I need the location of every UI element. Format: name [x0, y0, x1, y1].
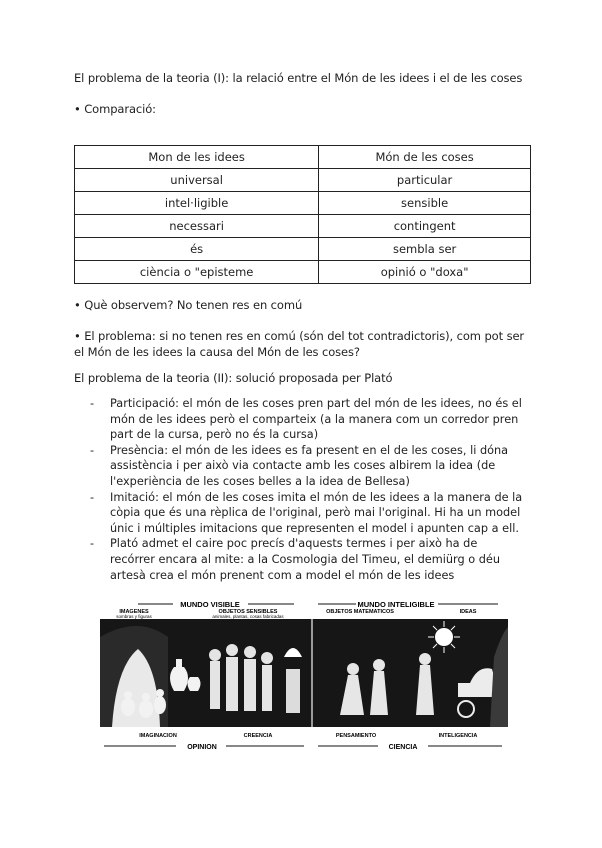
- observation-text: • Què observem? No tenen res en comú: [74, 298, 303, 312]
- list-item-line: l'experiència de les coses belles a la idea de Bellesa): [110, 474, 410, 488]
- dash-marker: -: [90, 443, 95, 457]
- label-mundo-inteligible: MUNDO INTELIGIBLE: [357, 600, 435, 609]
- table-row: [75, 169, 531, 192]
- list-item-presencia: [90, 443, 535, 490]
- label-objetos-matematicos: OBJETOS MATEMATICOS: [326, 609, 394, 615]
- table-cell: sembla ser: [319, 238, 531, 261]
- table-cell: intel·ligible: [75, 192, 319, 215]
- list-item-line: Participació: el món de les coses pren part del món de les idees, no és el: [110, 397, 522, 410]
- table-row: [75, 215, 531, 238]
- label-imaginacion: IMAGINACION: [139, 733, 177, 739]
- list-item-line: artesà crea el món prenent com a model el món de les idees: [110, 568, 455, 582]
- label-inteligencia: INTELIGENCIA: [438, 733, 478, 739]
- table-cell: contingent: [319, 215, 531, 238]
- label-objetos-sensibles-sub: animales, plantas, cosas fabricadas: [212, 614, 284, 619]
- table-header-row: [75, 146, 531, 169]
- label-opinion: OPINION: [187, 744, 217, 751]
- list-item-line: Imitació: el món de les coses imita el món de les idees a la manera de la: [110, 490, 523, 504]
- list-item-imitacio: [90, 490, 535, 537]
- label-ideas: IDEAS: [459, 609, 477, 615]
- list-item-plato-myth: [90, 536, 535, 583]
- list-item-line: món de les idees però el comparteix (a la manera com un corredor pren: [110, 412, 519, 426]
- label-creencia: CREENCIA: [243, 733, 273, 739]
- heading-theory-1: El problema de la teoria (I): la relació entre el Món de les idees i el de les coses: [74, 71, 523, 85]
- label-ciencia: CIENCIA: [388, 744, 418, 751]
- table-cell: universal: [75, 169, 319, 192]
- list-item-line: assistència i per això via contacte amb les coses albirem la idea (de: [110, 459, 496, 473]
- column-header-things: Món de les coses: [319, 146, 531, 169]
- label-pensamiento: PENSAMIENTO: [335, 733, 377, 739]
- dash-marker: -: [90, 537, 95, 551]
- table-cell: sensible: [319, 192, 531, 215]
- table-row: [75, 261, 531, 284]
- table-row: [75, 238, 531, 261]
- dash-marker: -: [90, 397, 95, 410]
- table-cell: necessari: [75, 215, 319, 238]
- list-item-line: còpia que és una rèplica de l'original, però mai l'original. Hi ha un model: [110, 506, 521, 520]
- list-item-line: part de la cursa, però no és la cursa): [110, 428, 319, 442]
- table-cell: opinió o "doxa": [319, 261, 531, 284]
- list-item-line: únic i múltiples imitacions que representen el model i apunten cap a ell.: [110, 521, 519, 535]
- label-objetos-sensibles: OBJETOS SENSIBLES: [218, 609, 278, 615]
- table-cell: particular: [319, 169, 531, 192]
- problem-line-2: el Món de les idees la causa del Món de les coses?: [74, 345, 360, 359]
- list-item-line: Plató admet el caire poc precís d'aquests termes i per això ha de: [110, 537, 478, 551]
- table-cell: ciència o "episteme: [75, 261, 319, 284]
- column-header-ideas: Mon de les idees: [75, 146, 319, 169]
- list-item-line: Presència: el món de les idees es fa present en el de les coses, li dóna: [110, 443, 509, 457]
- list-item-line: recórrer encara al mite: a la Cosmologia del Timeu, el demiürg o déu: [110, 552, 501, 566]
- table-row: [75, 192, 531, 215]
- heading-theory-2: El problema de la teoria (II): solució proposada per Plató: [74, 371, 393, 385]
- divided-line-illustration: [98, 597, 510, 759]
- comparison-label: • Comparació:: [74, 102, 156, 116]
- list-item-participacio: [90, 396, 535, 443]
- problem-line-1: • El problema: si no tenen res en comú (són del tot contradictoris), com pot ser: [74, 329, 525, 343]
- label-mundo-visible: MUNDO VISIBLE: [180, 600, 240, 609]
- dash-marker: -: [90, 490, 95, 504]
- label-imagenes: IMAGENES: [119, 609, 149, 615]
- comparison-table: [74, 145, 531, 284]
- table-cell: és: [75, 238, 319, 261]
- solution-list: [90, 396, 535, 583]
- label-imagenes-sub: sombras y figuras: [116, 614, 152, 619]
